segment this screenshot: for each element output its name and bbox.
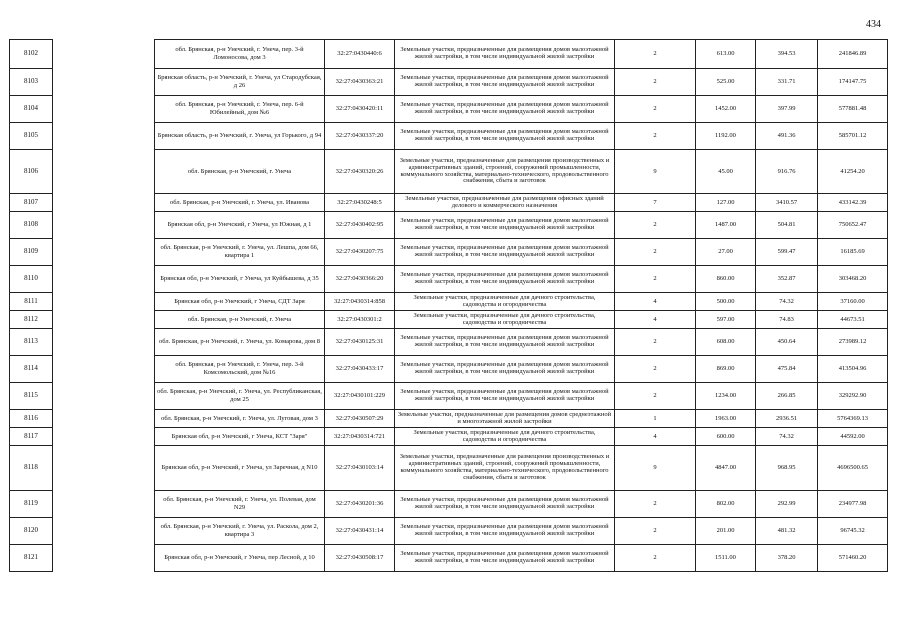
cadastral-number-cell: 32:27:0430314:721 <box>325 428 395 446</box>
blank-cell <box>53 518 155 545</box>
cadastral-number-cell: 32:27:0430337:20 <box>325 123 395 150</box>
group-cell: 2 <box>615 123 696 150</box>
specific-value-cell: 491.36 <box>756 123 818 150</box>
cadastral-value-cell: 44592.00 <box>818 428 888 446</box>
group-cell: 4 <box>615 311 696 329</box>
table-row <box>10 311 888 329</box>
blank-cell <box>53 239 155 266</box>
specific-value-cell: 475.84 <box>756 356 818 383</box>
blank-cell <box>53 383 155 410</box>
blank-cell <box>53 150 155 194</box>
table-row <box>10 545 888 572</box>
area-cell: 1452.00 <box>696 96 756 123</box>
specific-value-cell: 968.95 <box>756 446 818 491</box>
address-cell: Брянская обл, р-н Унечский, г Унеча, КСТ "Заря" <box>155 428 325 446</box>
cadastral-number-cell: 32:27:0430125:31 <box>325 329 395 356</box>
area-cell: 127.00 <box>696 194 756 212</box>
row-number: 8115 <box>10 383 53 410</box>
address-cell: обл. Брянская, р-н Унечский, г. Унеча, пер. 6-й Юбилейный, дом №6 <box>155 96 325 123</box>
table-row <box>10 410 888 428</box>
group-cell: 2 <box>615 266 696 293</box>
area-cell: 45.00 <box>696 150 756 194</box>
land-use-cell: Земельные участки, предназначенные для размещения производственных и административных зданий, строений, сооружений промышленности, коммунального хозяйства, материально-технического, продовольственного снабжения, сбыта и заготовок <box>395 446 615 491</box>
specific-value-cell: 2936.51 <box>756 410 818 428</box>
row-number: 8121 <box>10 545 53 572</box>
group-cell: 2 <box>615 96 696 123</box>
area-cell: 4847.00 <box>696 446 756 491</box>
row-number: 8103 <box>10 69 53 96</box>
cadastral-number-cell: 32:27:0430320:26 <box>325 150 395 194</box>
cadastral-value-cell: 16185.69 <box>818 239 888 266</box>
address-cell: обл. Брянская, р-н Унечский, г. Унеча, ул. Луговая, дом 3 <box>155 410 325 428</box>
cadastral-number-cell: 32:27:0430207:75 <box>325 239 395 266</box>
address-cell: обл. Брянская, р-н Унечский, г. Унеча <box>155 311 325 329</box>
specific-value-cell: 331.71 <box>756 69 818 96</box>
land-use-cell: Земельные участки, предназначенные для размещения домов малоэтажной жилой застройки, в том числе индивидуальной жилой застройки <box>395 383 615 410</box>
cadastral-value-cell: 329292.90 <box>818 383 888 410</box>
specific-value-cell: 394.53 <box>756 40 818 69</box>
area-cell: 597.00 <box>696 311 756 329</box>
cadastral-value-cell: 5764369.13 <box>818 410 888 428</box>
address-cell: обл. Брянская, р-н Унечский, г. Унеча <box>155 150 325 194</box>
specific-value-cell: 916.76 <box>756 150 818 194</box>
land-use-cell: Земельные участки, предназначенные для размещения домов малоэтажной жилой застройки, в том числе индивидуальной жилой застройки <box>395 266 615 293</box>
land-use-cell: Земельные участки, предназначенные для размещения домов малоэтажной жилой застройки, в том числе индивидуальной жилой застройки <box>395 96 615 123</box>
cadastral-number-cell: 32:27:0430508:17 <box>325 545 395 572</box>
blank-cell <box>53 410 155 428</box>
row-number: 8117 <box>10 428 53 446</box>
group-cell: 2 <box>615 356 696 383</box>
area-cell: 500.00 <box>696 293 756 311</box>
address-cell: обл. Брянская, р-н Унечский, г. Унеча, пер. 3-й Ломоносова, дом 3 <box>155 40 325 69</box>
specific-value-cell: 266.85 <box>756 383 818 410</box>
address-cell: обл. Брянская, р-н Унечский, г. Унеча, ул. Раскола, дом 2, квартира 3 <box>155 518 325 545</box>
land-use-cell: Земельные участки, предназначенные для размещения домов среднеэтажной и многоэтажной жилой застройки <box>395 410 615 428</box>
blank-cell <box>53 446 155 491</box>
blank-cell <box>53 40 155 69</box>
area-cell: 869.00 <box>696 356 756 383</box>
row-number: 8120 <box>10 518 53 545</box>
blank-cell <box>53 491 155 518</box>
cadastral-value-table <box>9 39 888 572</box>
land-use-cell: Земельные участки, предназначенные для размещения домов малоэтажной жилой застройки, в том числе индивидуальной жилой застройки <box>395 40 615 69</box>
address-cell: Брянская обл, р-н Унечский, г Унеча, ул Куйбышева, д 35 <box>155 266 325 293</box>
table-row <box>10 40 888 69</box>
row-number: 8118 <box>10 446 53 491</box>
cadastral-value-cell: 585701.12 <box>818 123 888 150</box>
area-cell: 860.00 <box>696 266 756 293</box>
cadastral-value-cell: 241846.89 <box>818 40 888 69</box>
cadastral-number-cell: 32:27:0430103:14 <box>325 446 395 491</box>
land-use-cell: Земельные участки, предназначенные для размещения домов малоэтажной жилой застройки, в том числе индивидуальной жилой застройки <box>395 212 615 239</box>
area-cell: 27.00 <box>696 239 756 266</box>
land-use-cell: Земельные участки, предназначенные для дачного строительства, садоводства и огородничества <box>395 293 615 311</box>
row-number: 8113 <box>10 329 53 356</box>
land-use-cell: Земельные участки, предназначенные для размещения домов малоэтажной жилой застройки, в том числе индивидуальной жилой застройки <box>395 545 615 572</box>
specific-value-cell: 3410.57 <box>756 194 818 212</box>
cadastral-number-cell: 32:27:0430507:29 <box>325 410 395 428</box>
address-cell: Брянская область, р-н Унечский, г. Унеча, ул Горького, д 94 <box>155 123 325 150</box>
address-cell: обл. Брянская, р-н Унечский, г. Унеча, пер. 3-й Комсомольский, дом №16 <box>155 356 325 383</box>
table-row <box>10 383 888 410</box>
blank-cell <box>53 329 155 356</box>
blank-cell <box>53 194 155 212</box>
land-use-cell: Земельные участки, предназначенные для дачного строительства, садоводства и огородничества <box>395 428 615 446</box>
group-cell: 9 <box>615 150 696 194</box>
specific-value-cell: 74.83 <box>756 311 818 329</box>
address-cell: обл. Брянская, р-н Унечский, г. Унеча, ул. Республиканская, дом 25 <box>155 383 325 410</box>
cadastral-number-cell: 32:27:0430433:17 <box>325 356 395 383</box>
table-row <box>10 491 888 518</box>
area-cell: 525.00 <box>696 69 756 96</box>
land-use-cell: Земельные участки, предназначенные для размещения домов малоэтажной жилой застройки, в том числе индивидуальной жилой застройки <box>395 329 615 356</box>
table-row <box>10 69 888 96</box>
specific-value-cell: 599.47 <box>756 239 818 266</box>
area-cell: 1234.00 <box>696 383 756 410</box>
specific-value-cell: 504.81 <box>756 212 818 239</box>
blank-cell <box>53 96 155 123</box>
cadastral-value-cell: 174147.75 <box>818 69 888 96</box>
group-cell: 2 <box>615 239 696 266</box>
area-cell: 802.00 <box>696 491 756 518</box>
cadastral-value-cell: 750652.47 <box>818 212 888 239</box>
cadastral-number-cell: 32:27:0430201:36 <box>325 491 395 518</box>
specific-value-cell: 74.32 <box>756 293 818 311</box>
table-row <box>10 239 888 266</box>
table-row <box>10 329 888 356</box>
address-cell: обл. Брянская, р-н Унечский, г. Унеча, ул. Иванова <box>155 194 325 212</box>
cadastral-number-cell: 32:27:0430363:21 <box>325 69 395 96</box>
address-cell: обл. Брянская, р-н Унечский, г. Унеча, ул. Полевая, дом N29 <box>155 491 325 518</box>
blank-cell <box>53 69 155 96</box>
group-cell: 2 <box>615 40 696 69</box>
cadastral-value-cell: 41254.20 <box>818 150 888 194</box>
group-cell: 2 <box>615 545 696 572</box>
group-cell: 1 <box>615 410 696 428</box>
address-cell: Брянская обл, р-н Унечский, г Унеча, СДТ Заря <box>155 293 325 311</box>
cadastral-number-cell: 32:27:0430440:6 <box>325 40 395 69</box>
group-cell: 4 <box>615 293 696 311</box>
blank-cell <box>53 311 155 329</box>
land-use-cell: Земельные участки, предназначенные для размещения домов малоэтажной жилой застройки, в том числе индивидуальной жилой застройки <box>395 239 615 266</box>
group-cell: 2 <box>615 491 696 518</box>
blank-cell <box>53 123 155 150</box>
blank-cell <box>53 212 155 239</box>
cadastral-value-cell: 273989.12 <box>818 329 888 356</box>
group-cell: 2 <box>615 383 696 410</box>
specific-value-cell: 74.32 <box>756 428 818 446</box>
cadastral-value-cell: 413504.96 <box>818 356 888 383</box>
table-row <box>10 150 888 194</box>
cadastral-value-cell: 433142.39 <box>818 194 888 212</box>
cadastral-value-cell: 96745.32 <box>818 518 888 545</box>
row-number: 8110 <box>10 266 53 293</box>
area-cell: 600.00 <box>696 428 756 446</box>
cadastral-number-cell: 32:27:0430366:20 <box>325 266 395 293</box>
cadastral-value-cell: 303468.20 <box>818 266 888 293</box>
table-row <box>10 123 888 150</box>
land-use-cell: Земельные участки, предназначенные для размещения домов малоэтажной жилой застройки, в том числе индивидуальной жилой застройки <box>395 518 615 545</box>
area-cell: 1192.00 <box>696 123 756 150</box>
blank-cell <box>53 545 155 572</box>
table-row <box>10 518 888 545</box>
table-row <box>10 194 888 212</box>
table-row <box>10 356 888 383</box>
row-number: 8102 <box>10 40 53 69</box>
address-cell: обл. Брянская, р-н Унечский, г. Унеча, ул. Лешпа, дом 66, квартира 1 <box>155 239 325 266</box>
area-cell: 1511.00 <box>696 545 756 572</box>
table-row <box>10 446 888 491</box>
address-cell: Брянская область, р-н Унечский, г. Унеча, ул Стародубская, д 26 <box>155 69 325 96</box>
blank-cell <box>53 266 155 293</box>
row-number: 8109 <box>10 239 53 266</box>
specific-value-cell: 450.64 <box>756 329 818 356</box>
table-row <box>10 266 888 293</box>
page-number: 434 <box>866 19 881 30</box>
land-use-cell: Земельные участки, предназначенные для размещения домов малоэтажной жилой застройки, в том числе индивидуальной жилой застройки <box>395 491 615 518</box>
row-number: 8114 <box>10 356 53 383</box>
specific-value-cell: 397.99 <box>756 96 818 123</box>
row-number: 8106 <box>10 150 53 194</box>
row-number: 8107 <box>10 194 53 212</box>
cadastral-number-cell: 32:27:0430420:11 <box>325 96 395 123</box>
cadastral-number-cell: 32:27:0430402:95 <box>325 212 395 239</box>
specific-value-cell: 378.20 <box>756 545 818 572</box>
land-use-cell: Земельные участки, предназначенные для размещения домов малоэтажной жилой застройки, в том числе индивидуальной жилой застройки <box>395 356 615 383</box>
blank-cell <box>53 293 155 311</box>
specific-value-cell: 481.32 <box>756 518 818 545</box>
land-use-cell: Земельные участки, предназначенные для размещения офисных зданий делового и коммерческого назначения <box>395 194 615 212</box>
group-cell: 2 <box>615 212 696 239</box>
specific-value-cell: 352.87 <box>756 266 818 293</box>
table-row <box>10 293 888 311</box>
specific-value-cell: 292.99 <box>756 491 818 518</box>
table-row <box>10 428 888 446</box>
cadastral-value-cell: 577881.48 <box>818 96 888 123</box>
group-cell: 2 <box>615 518 696 545</box>
area-cell: 1963.00 <box>696 410 756 428</box>
address-cell: Брянская обл, р-н Унечский, г Унеча, ул Заречная, д N10 <box>155 446 325 491</box>
cadastral-number-cell: 32:27:0430301:2 <box>325 311 395 329</box>
cadastral-value-cell: 234977.98 <box>818 491 888 518</box>
group-cell: 4 <box>615 428 696 446</box>
table-body <box>10 40 888 572</box>
row-number: 8108 <box>10 212 53 239</box>
row-number: 8104 <box>10 96 53 123</box>
group-cell: 7 <box>615 194 696 212</box>
area-cell: 1487.00 <box>696 212 756 239</box>
area-cell: 608.00 <box>696 329 756 356</box>
group-cell: 2 <box>615 329 696 356</box>
land-use-cell: Земельные участки, предназначенные для размещения производственных и административных зданий, строений, сооружений промышленности, коммунального хозяйства, материально-технического, продовольственного снабжения, сбыта и заготовок <box>395 150 615 194</box>
cadastral-number-cell: 32:27:0430431:14 <box>325 518 395 545</box>
area-cell: 613.00 <box>696 40 756 69</box>
blank-cell <box>53 428 155 446</box>
blank-cell <box>53 356 155 383</box>
cadastral-number-cell: 32:27:0430248:5 <box>325 194 395 212</box>
land-use-cell: Земельные участки, предназначенные для размещения домов малоэтажной жилой застройки, в том числе индивидуальной жилой застройки <box>395 69 615 96</box>
row-number: 8116 <box>10 410 53 428</box>
cadastral-value-cell: 37160.00 <box>818 293 888 311</box>
group-cell: 2 <box>615 69 696 96</box>
row-number: 8105 <box>10 123 53 150</box>
row-number: 8119 <box>10 491 53 518</box>
cadastral-value-cell: 44673.51 <box>818 311 888 329</box>
cadastral-value-cell: 4696500.65 <box>818 446 888 491</box>
row-number: 8111 <box>10 293 53 311</box>
table-row <box>10 96 888 123</box>
address-cell: обл. Брянская, р-н Унечский, г. Унеча, ул. Комарова, дом 8 <box>155 329 325 356</box>
land-use-cell: Земельные участки, предназначенные для дачного строительства, садоводства и огородничества <box>395 311 615 329</box>
cadastral-value-cell: 571460.20 <box>818 545 888 572</box>
cadastral-number-cell: 32:27:0430101:229 <box>325 383 395 410</box>
address-cell: Брянская обл, р-н Унечский, г Унеча, пер Лесной, д 10 <box>155 545 325 572</box>
row-number: 8112 <box>10 311 53 329</box>
group-cell: 9 <box>615 446 696 491</box>
table-row <box>10 212 888 239</box>
area-cell: 201.00 <box>696 518 756 545</box>
address-cell: Брянская обл, р-н Унечский, г Унеча, ул Южная, д 1 <box>155 212 325 239</box>
cadastral-number-cell: 32:27:0430314:858 <box>325 293 395 311</box>
land-use-cell: Земельные участки, предназначенные для размещения домов малоэтажной жилой застройки, в том числе индивидуальной жилой застройки <box>395 123 615 150</box>
